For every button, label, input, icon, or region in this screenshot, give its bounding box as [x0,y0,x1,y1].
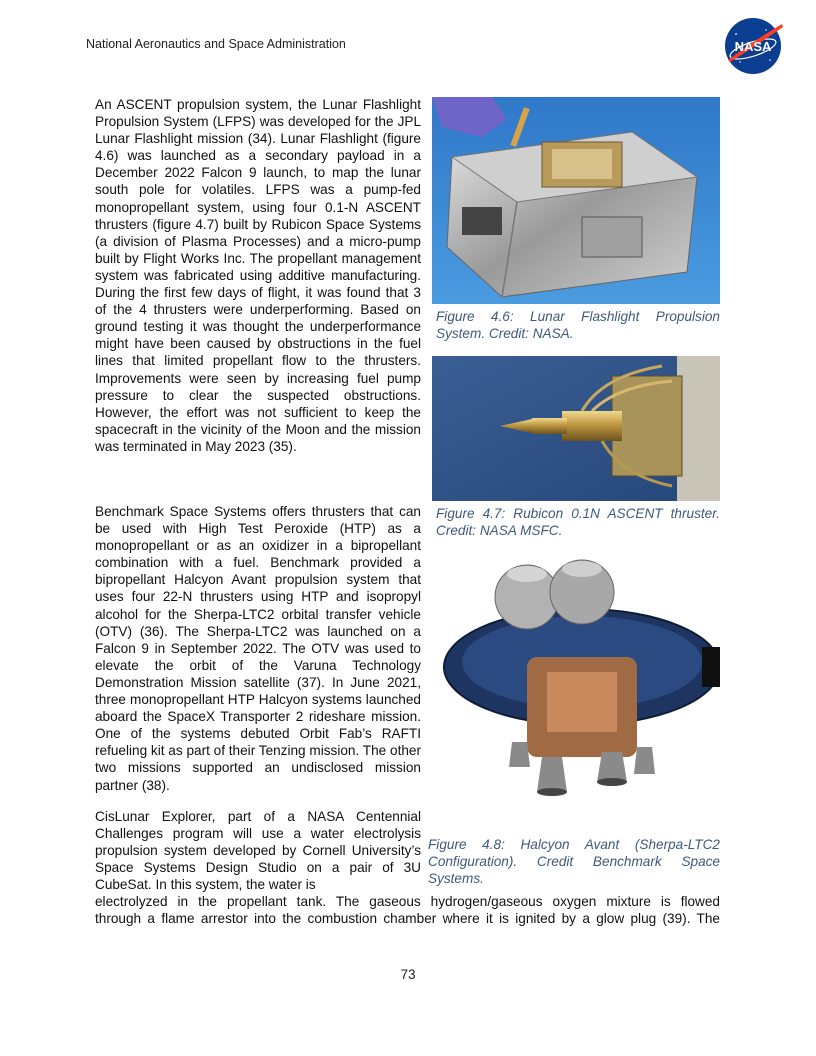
figure-4-8-caption: Figure 4.8: Halcyon Avant (Sherpa-LTC2 Configuration). Credit Benchmark Space Systems. [428,837,720,886]
paragraph-cislunar-cont-1: electrolyzed in the propellant tank. The gaseous hydrogen/gaseous oxygen mixture is flowed [95,894,720,909]
paragraph-benchmark: Benchmark Space Systems offers thrusters that can be used with High Test Peroxide (HTP) as a monopropellant or as an oxidizer in a bipropellant combination with a fuel. Benchmark provided a bipropellant Halcyon Avant propulsion system that uses four 22-N thrusters using HTP and isopropyl alcohol for the Sherpa-LTC2 orbital transfer vehicle (OTV) (36). The Sherpa-LTC2 was launched on a Falcon 9 in September 2022. The OTV was used to elevate the orbit of the Varuna Technology Demonstration Mission satellite (37). In June 2021, three monopropellant HTP Halcyon systems launched aboard the SpaceX Transporter 2 rideshare mission. One of the systems debuted Orbit Fab’s RAFTI refueling kit as part of their Tenzing mission. The other two missions supported an undisclosed mission partner (38). [95,504,421,793]
figure-4-6-image [432,97,720,304]
header-org-name: National Aeronautics and Space Administration [86,37,346,51]
paragraph-cislunar-cont-2: through a flame arrestor into the combustion chamber where it is ignited by a glow plug (39). The [95,911,720,926]
paragraph-cislunar: CisLunar Explorer, part of a NASA Centennial Challenges program will use a water electrolysis propulsion system developed by Cornell University’s Space Systems Design Studio on a pair of 3U CubeSat. In this system, the water is [95,809,421,893]
figure-4-7-caption: Figure 4.7: Rubicon 0.1N ASCENT thruster. Credit: NASA MSFC. [436,506,720,538]
figure-4-8-image [432,552,720,824]
page-number: 73 [400,967,416,982]
figure-4-7-image [432,356,720,501]
paragraph-lfps: An ASCENT propulsion system, the Lunar Flashlight Propulsion System (LFPS) was developed for the JPL Lunar Flashlight mission (34). Lunar Flashlight (figure 4.6) was launched as a secondary payload in a December 2022 Falcon 9 launch, to map the lunar south pole for volatiles. LFPS was a pump-fed monopropellant system, using four 0.1-N ASCENT thrusters (figure 4.7) built by Rubicon Space Systems (a division of Plasma Processes) and a micro-pump built by Flight Works Inc. The propellant management system was fabricated using additive manufacturing. During the first few days of flight, it was found that 3 of the 4 thrusters were underperforming. Based on ground testing it was thought the underperformance might have been caused by obstructions in the fuel lines that limited propellant flow to the thrusters. Improvements were seen by increasing fuel pump pressure to clear the suspected obstructions. However, the effort was not sufficient to keep the spacecraft in the vicinity of the Moon and the mission was terminated in May 2023 (35). [95,97,421,454]
nasa-logo-text: NASA [734,39,772,54]
figure-4-6-caption: Figure 4.6: Lunar Flashlight Propulsion System. Credit: NASA. [436,309,720,341]
nasa-logo [722,16,784,76]
